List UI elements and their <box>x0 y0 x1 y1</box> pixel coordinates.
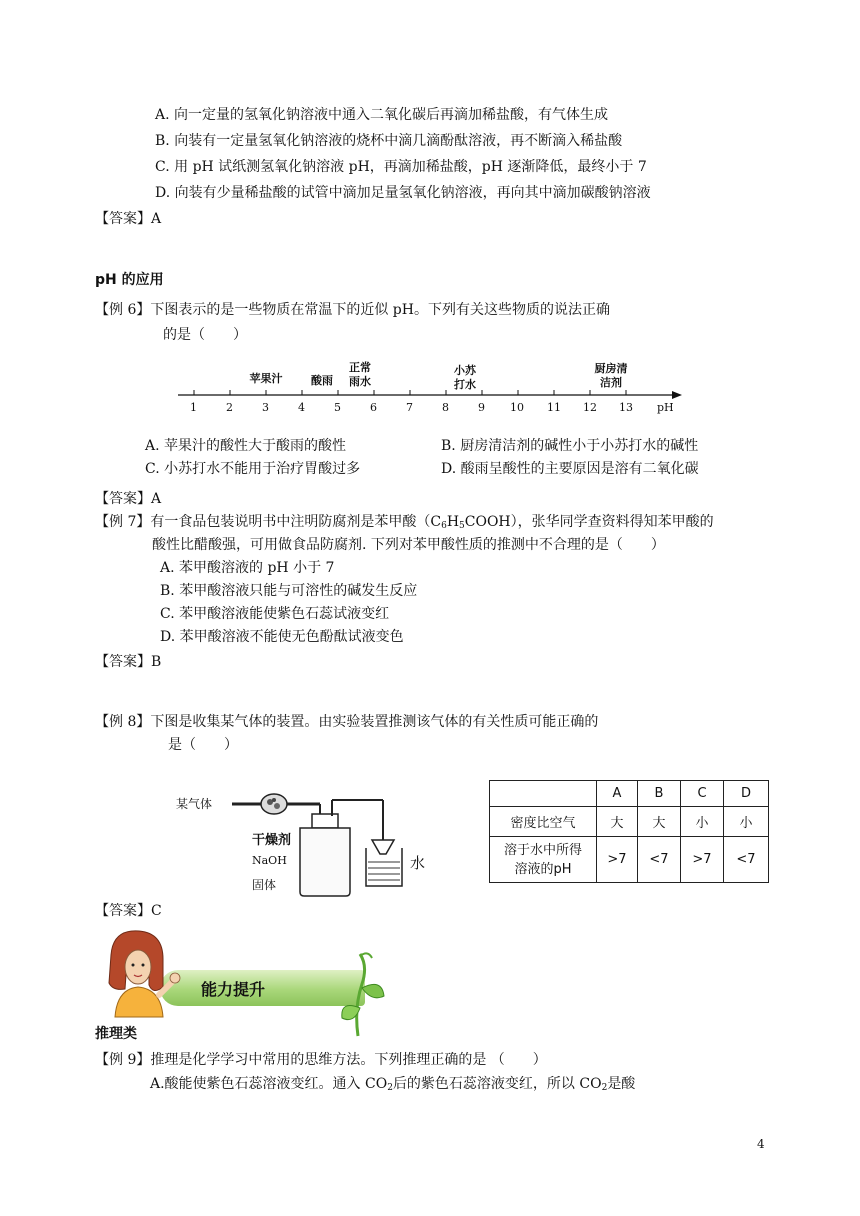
table-header-blank <box>490 781 597 807</box>
q6-stem-line2: 的是（ ） <box>163 327 247 343</box>
q7-option-d: D. 苯甲酸溶液不能使无色酚酞试液变色 <box>160 629 404 645</box>
table-row-label-density: 密度比空气 <box>490 807 597 837</box>
ph-tick-12: 12 <box>583 401 597 414</box>
q6-answer: 【答案】A <box>95 491 162 507</box>
table-cell: >7 <box>597 837 638 883</box>
table-header-a: A <box>597 781 638 807</box>
table-cell: 小 <box>681 807 724 837</box>
ph-tick-4: 4 <box>298 401 305 414</box>
apparatus-water-label: 水 <box>410 854 426 872</box>
q6-option-c: C. 小苏打水不能用于治疗胃酸过多 <box>145 461 361 477</box>
table-row <box>490 781 769 807</box>
table-cell: >7 <box>681 837 724 883</box>
q5-option-b: B. 向装有一定量氢氧化钠溶液的烧杯中滴几滴酚酞溶液，再不断滴入稀盐酸 <box>155 133 623 149</box>
apparatus-drawing <box>170 770 430 900</box>
q8-answer: 【答案】C <box>95 903 162 919</box>
q5-option-d: D. 向装有少量稀盐酸的试管中滴加足量氢氧化钠溶液，再向其中滴加碳酸钠溶液 <box>155 185 651 201</box>
ph-tick-6: 6 <box>370 401 377 414</box>
teacher-cartoon-icon <box>93 925 213 1020</box>
ph-tick-2: 2 <box>226 401 233 414</box>
ph-tick-11: 11 <box>547 401 561 414</box>
table-header-b: B <box>638 781 681 807</box>
ph-tick-7: 7 <box>406 401 413 414</box>
table-cell: 小 <box>724 807 769 837</box>
table-row-label-ph: 溶于水中所得 溶液的pH <box>490 837 597 883</box>
ph-scale-axis <box>0 345 860 425</box>
q6-stem-line1: 【例 6】下图表示的是一些物质在常温下的近似 pH。下列有关这些物质的说法正确 <box>95 302 610 318</box>
apparatus-dryer-sub2: 固体 <box>252 878 277 892</box>
apparatus-gas-label: 某气体 <box>176 797 213 811</box>
ph-tick-1: 1 <box>190 401 197 414</box>
ph-label-baking-soda: 小苏 打水 <box>454 364 476 391</box>
q5-answer: 【答案】A <box>95 211 162 227</box>
ph-tick-10: 10 <box>510 401 524 414</box>
q8-stem-line2: 是（ ） <box>168 737 238 753</box>
table-header-c: C <box>681 781 724 807</box>
q9-stem: 【例 9】推理是化学学习中常用的思维方法。下列推理正确的是 （ ） <box>95 1052 547 1068</box>
ph-tick-5: 5 <box>334 401 341 414</box>
page-number: 4 <box>757 1137 765 1151</box>
q7-option-a: A. 苯甲酸溶液的 pH 小于 7 <box>160 560 335 576</box>
q7-stem-line1: 【例 7】有一食品包装说明书中注明防腐剂是苯甲酸$(C_6H_5COOH)$，张华同学查资料得知苯甲酸的 <box>95 514 714 531</box>
apparatus-dryer-sub1: NaOH <box>252 854 287 867</box>
q5-option-c: C. 用 pH 试纸测氢氧化钠溶液 pH，再滴加稀盐酸，pH 逐渐降低，最终小于 7 <box>155 159 647 175</box>
table-cell: 大 <box>597 807 638 837</box>
ph-label-normal-rain: 正常 雨水 <box>349 361 371 388</box>
section-reasoning-title: 推理类 <box>95 1026 137 1042</box>
table-row <box>490 807 769 837</box>
table-cell: <7 <box>638 837 681 883</box>
banner-title: 能力提升 <box>201 980 266 999</box>
q7-stem-line2: 酸性比醋酸强，可用做食品防腐剂. 下列对苯甲酸性质的推测中不合理的是（ ） <box>152 537 665 553</box>
table-row <box>490 837 769 883</box>
ph-tick-3: 3 <box>262 401 269 414</box>
ph-unit-label: pH <box>657 401 674 414</box>
section-ph-title: pH 的应用 <box>95 272 164 288</box>
ph-label-acid-rain: 酸雨 <box>311 374 333 387</box>
q6-option-b: B. 厨房清洁剂的碱性小于小苏打水的碱性 <box>441 438 699 454</box>
table-cell: <7 <box>724 837 769 883</box>
q7-option-b: B. 苯甲酸溶液只能与可溶性的碱发生反应 <box>160 583 418 599</box>
q6-option-a: A. 苹果汁的酸性大于酸雨的酸性 <box>145 438 347 454</box>
ph-label-apple-juice: 苹果汁 <box>249 372 283 385</box>
q5-option-a: A. 向一定量的氢氧化钠溶液中通入二氧化碳后再滴加稀盐酸，有气体生成 <box>155 107 609 123</box>
q6-option-d: D. 酸雨呈酸性的主要原因是溶有二氧化碳 <box>441 461 699 477</box>
sprout-leaf-icon <box>338 948 388 1038</box>
ph-label-kitchen-cleaner: 厨房清 洁剂 <box>594 362 628 389</box>
apparatus-dryer-label: 干燥剂 <box>252 833 292 848</box>
q7-answer: 【答案】B <box>95 654 162 670</box>
table-cell: 大 <box>638 807 681 837</box>
q8-stem-line1: 【例 8】下图是收集某气体的装置。由实验装置推测该气体的有关性质可能正确的 <box>95 714 599 730</box>
gas-property-table <box>489 780 769 883</box>
q7-option-c: C. 苯甲酸溶液能使紫色石蕊试液变红 <box>160 606 390 622</box>
ph-tick-8: 8 <box>442 401 449 414</box>
q9-option-a: A.酸能使紫色石蕊溶液变红。通入 $CO_2$后的紫色石蕊溶液变红，所以 $CO_2$是酸 <box>150 1076 636 1093</box>
ph-tick-9: 9 <box>478 401 485 414</box>
table-header-d: D <box>724 781 769 807</box>
ph-tick-13: 13 <box>619 401 633 414</box>
